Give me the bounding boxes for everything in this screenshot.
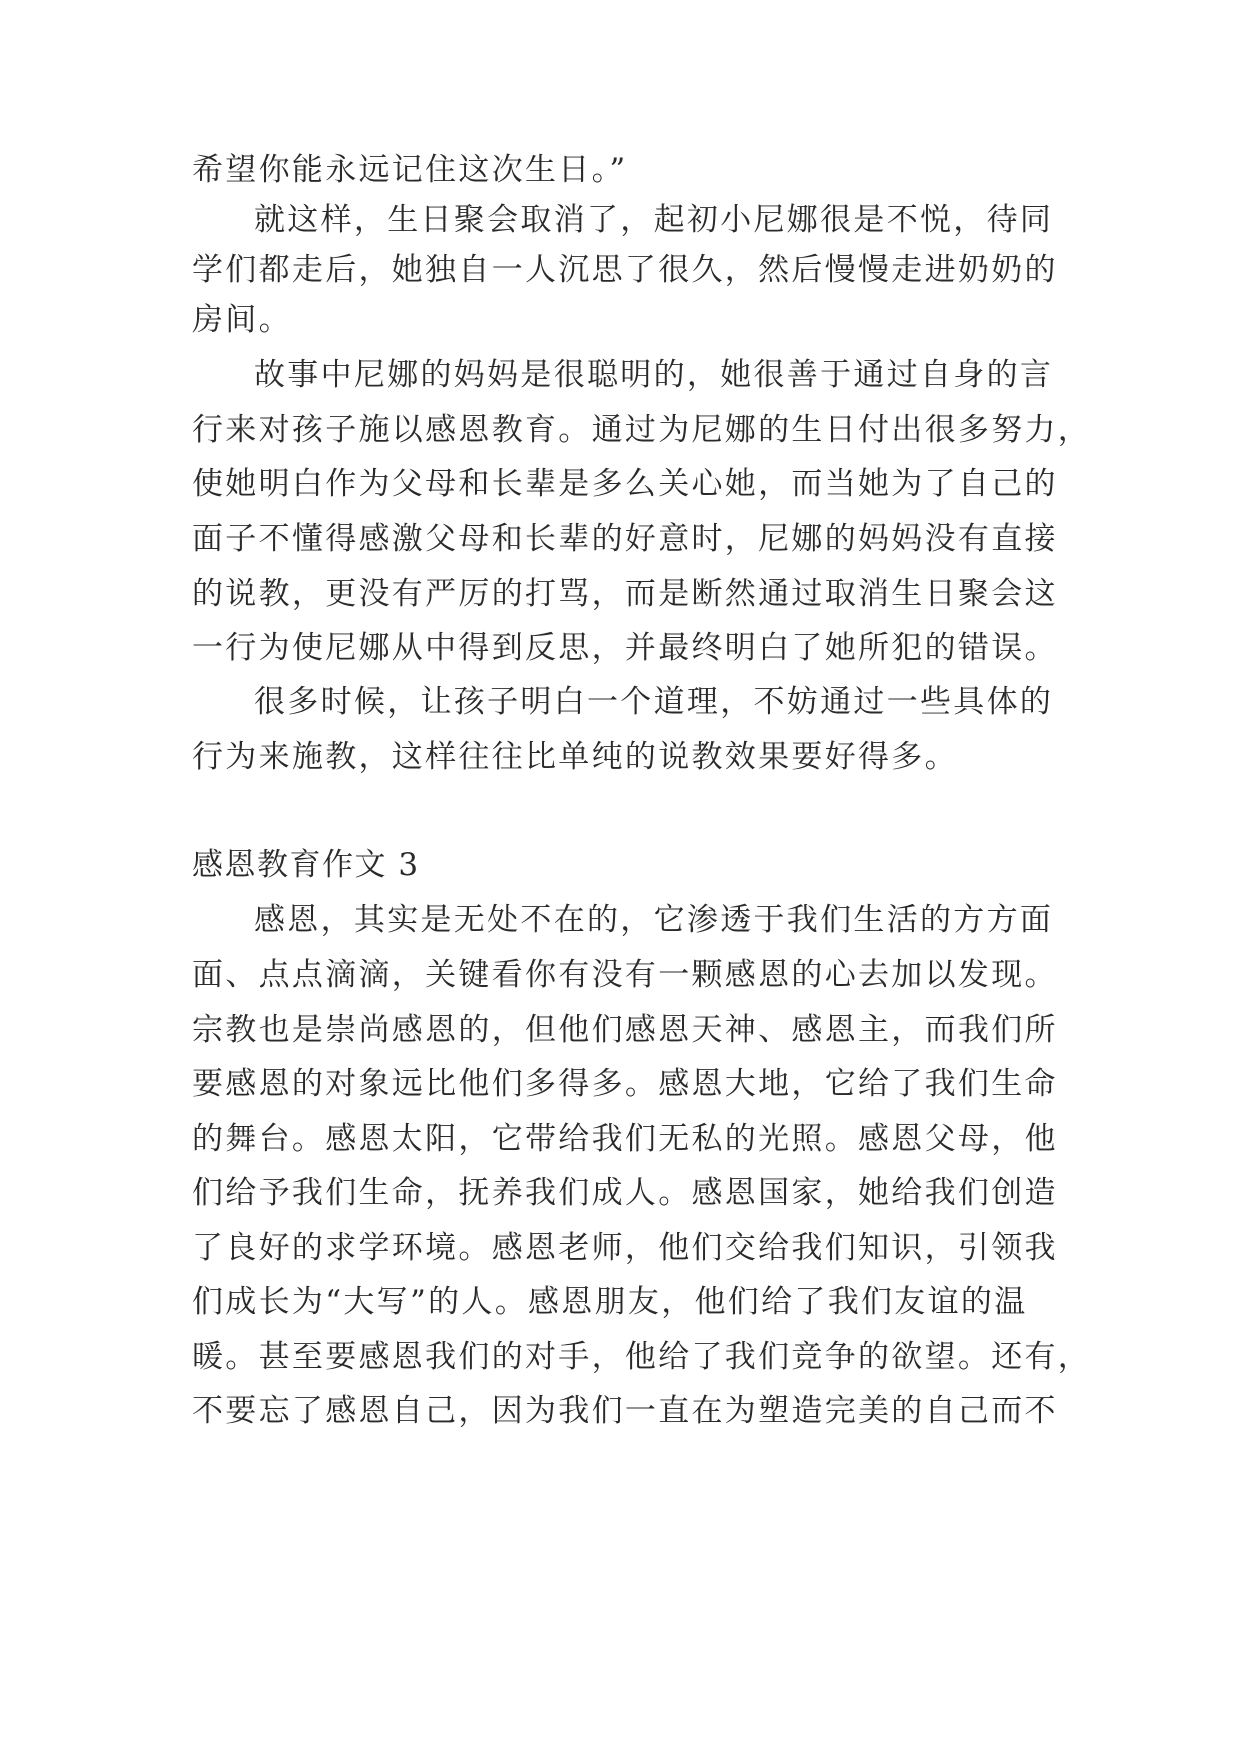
- section-heading: 感恩教育作文 3: [192, 847, 420, 883]
- text-line: 的说教，更没有严厉的打骂，而是断然通过取消生日聚会这: [192, 576, 1058, 612]
- text-line: 的舞台。感恩太阳，它带给我们无私的光照。感恩父母，他: [192, 1121, 1058, 1157]
- text-line: 使她明白作为父母和长辈是多么关心她，而当她为了自己的: [192, 466, 1058, 502]
- text-line: 就这样，生日聚会取消了，起初小尼娜很是不悦，待同: [254, 202, 1054, 238]
- text-line: 很多时候，让孩子明白一个道理，不妨通过一些具体的: [254, 684, 1054, 720]
- text-line: 希望你能永远记住这次生日。”: [192, 152, 628, 188]
- text-line: 面子不懂得感激父母和长辈的好意时，尼娜的妈妈没有直接: [192, 521, 1058, 557]
- text-line: 行为来施教，这样往往比单纯的说教效果要好得多。: [192, 739, 958, 775]
- text-line: 面、点点滴滴，关键看你有没有一颗感恩的心去加以发现。: [192, 957, 1058, 993]
- text-line: 故事中尼娜的妈妈是很聪明的，她很善于通过自身的言: [254, 357, 1054, 393]
- text-line: 们给予我们生命，抚养我们成人。感恩国家，她给我们创造: [192, 1175, 1058, 1211]
- text-line: 行来对孩子施以感恩教育。通过为尼娜的生日付出很多努力，: [192, 412, 1092, 448]
- text-line: 学们都走后，她独自一人沉思了很久，然后慢慢走进奶奶的: [192, 252, 1058, 288]
- text-line: 要感恩的对象远比他们多得多。感恩大地，它给了我们生命: [192, 1066, 1058, 1102]
- text-line: 不要忘了感恩自己，因为我们一直在为塑造完美的自己而不: [192, 1393, 1058, 1429]
- text-line: 暖。甚至要感恩我们的对手，他给了我们竞争的欲望。还有，: [192, 1339, 1092, 1375]
- text-line: 一行为使尼娜从中得到反思，并最终明白了她所犯的错误。: [192, 630, 1058, 666]
- text-line: 了良好的求学环境。感恩老师，他们交给我们知识，引领我: [192, 1230, 1058, 1266]
- text-line: 感恩，其实是无处不在的，它渗透于我们生活的方方面: [254, 902, 1054, 938]
- text-line: 房间。: [192, 302, 292, 338]
- text-line: 们成长为“大写”的人。感恩朋友，他们给了我们友谊的温: [192, 1284, 1028, 1320]
- text-line: 宗教也是崇尚感恩的，但他们感恩天神、感恩主，而我们所: [192, 1012, 1058, 1048]
